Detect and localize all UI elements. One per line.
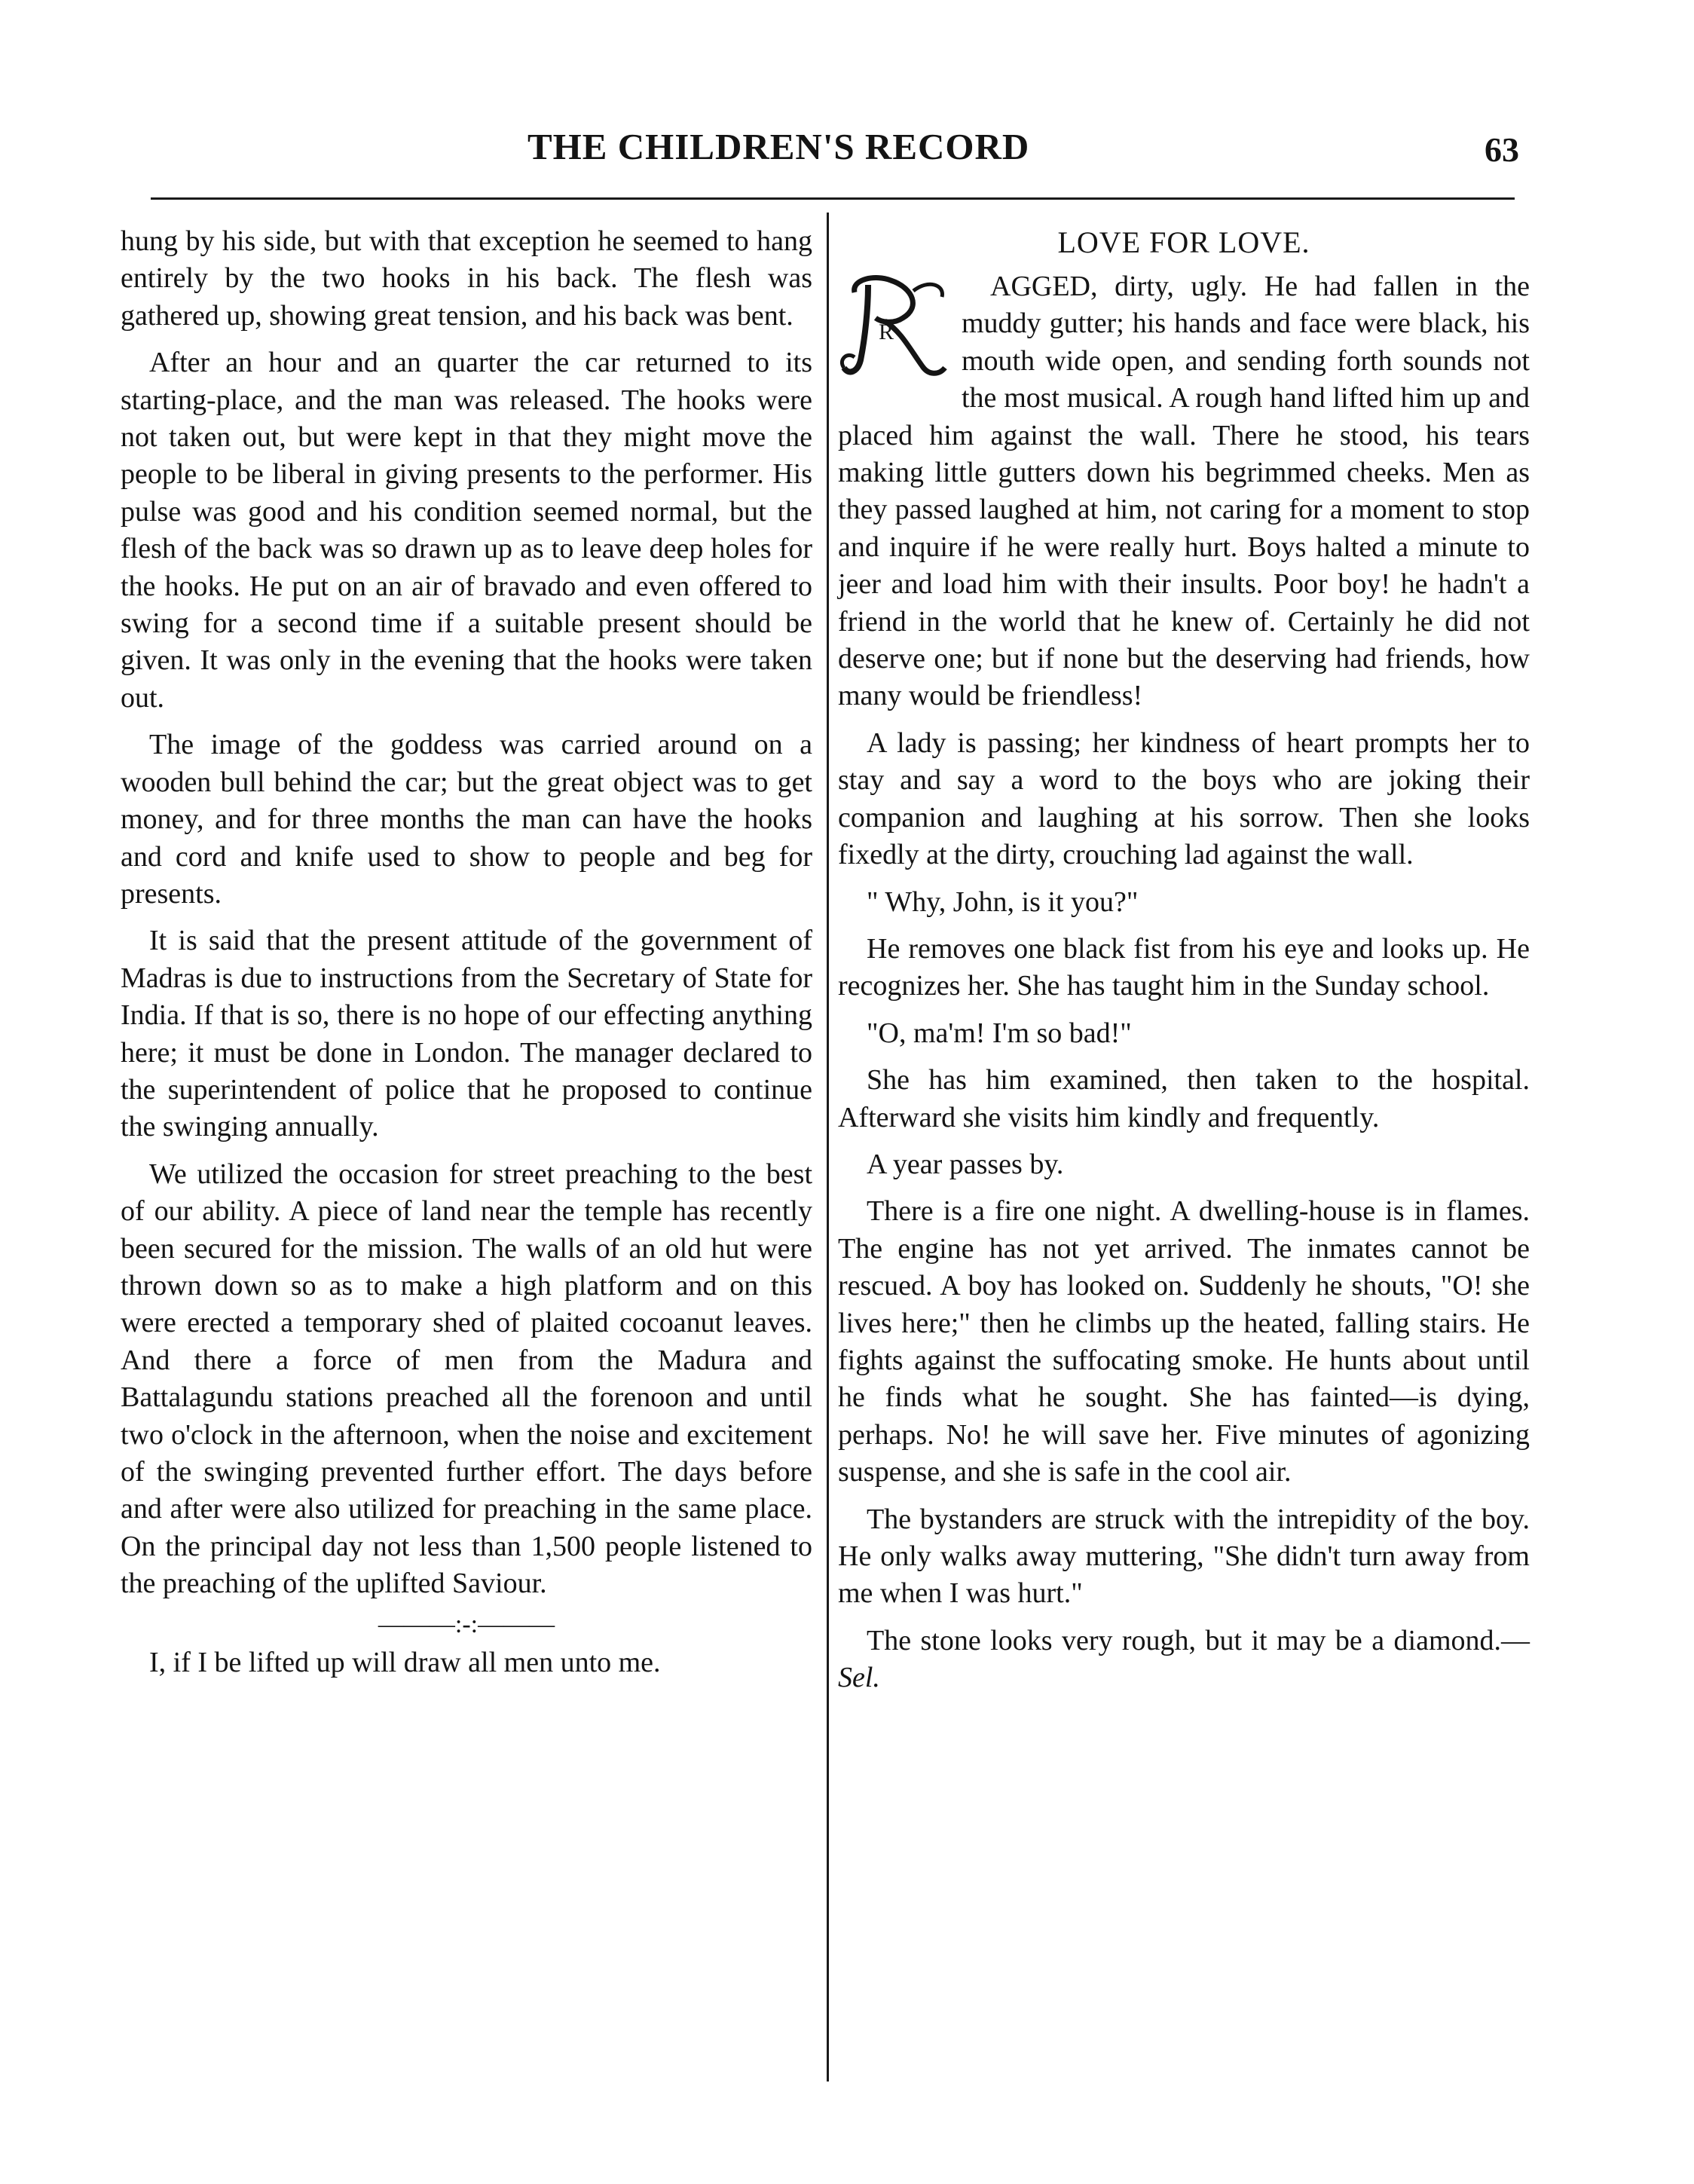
paragraph: The bystanders are struck with the intrepidity of the boy. He only walks away muttering, "She didn't turn away from me when I was hurt." (838, 1503, 1530, 1610)
paragraph: She has him examined, then taken to the hospital. Afterward she visits him kindly and frequently. (838, 1064, 1530, 1133)
ornamental-drop-cap-icon (838, 271, 951, 381)
paragraph: He removes one black fist from his eye and looks up. He recognizes her. She has taught him in the Sunday school. (838, 932, 1530, 1002)
paragraph: We utilized the occasion for street preaching to the best of our ability. A piece of land near the temple has recently been secured for the mission. The walls of an old hut were thrown down so as to make a high platform and on this were erected a temporary shed of plaited cocoanut leaves. And there a force of men from the Madura and Battalagundu stations preached all the forenoon and until two o'clock in the afternoon, when the noise and excitement of the swinging prevented further effort. The days before and after were also utilized for preaching in the same place. On the principal day not less than 1,500 people listened to the preaching of the uplifted Saviour. (121, 1158, 812, 1600)
section-separator: ———:-:——— (378, 1610, 555, 1638)
right-column (838, 223, 1530, 1697)
signature: Sel. (838, 1662, 880, 1694)
column-divider (827, 213, 829, 2082)
page-number: 63 (1485, 130, 1519, 169)
drop-cap-letter: R (879, 320, 894, 344)
closing-verse: I, if I be lifted up will draw all men unto me. (149, 1647, 661, 1679)
paragraph: The image of the goddess was carried around on a wooden bull behind the car; but the great object was to get money, and for three months the man can have the hooks and cord and knife used to show to people and beg for presents. (121, 729, 812, 910)
paragraph: hung by his side, but with that exception he seemed to hang entirely by the two hooks in his back. The flesh was gathered up, showing great tension, and his back was bent. (121, 225, 812, 332)
paragraph: A lady is passing; her kindness of heart prompts her to stay and say a word to the boys who are joking their companion and laughing at his sorrow. Then she looks fixedly at the dirty, crouching lad against the wall. (838, 726, 1530, 871)
paragraph: After an hour and an quarter the car returned to its starting-place, and the man was released. The hooks were not taken out, but were kept in that they might move the people to be liberal in giving presents to the performer. His pulse was good and his condition seemed normal, but the flesh of the back was so drawn up as to leave deep holes for the hooks. He put on an air of bravado and even offered to swing for a second time if a suitable present should be given. It was only in the evening that the hooks were taken out. (121, 347, 812, 714)
paragraph: There is a fire one night. A dwelling-house is in flames. The engine has not yet arrived. The inmates cannot be rescued. A boy has looked on. Suddenly he shouts, "O! she lives here;" then he climbs up the heated, falling stairs. He fights against the suffocating smoke. He hunts about until he finds what he sought. She has fainted—is dying, perhaps. No! he will save her. Five minutes of agonizing suspense, and she is safe in the cool air. (838, 1195, 1530, 1488)
paragraph (838, 1623, 1530, 1697)
paragraph: "O, ma'm! I'm so bad!" (867, 1017, 1132, 1049)
left-column (121, 223, 812, 1681)
paragraph (838, 268, 1530, 715)
header-rule (151, 197, 1515, 200)
article-title: LOVE FOR LOVE. (1057, 225, 1310, 259)
paragraph-text: The stone looks very rough, but it may be a diamond.— (867, 1624, 1530, 1656)
paragraph: " Why, John, is it you?" (867, 886, 1139, 918)
paragraph: A year passes by. (867, 1148, 1064, 1180)
paragraph-text: AGGED, dirty, ugly. He had fallen in the muddy gutter; his hands and face were black, his mouth wide open, and sending forth sounds not the most musical. A rough hand lifted him up and placed him against the wall. There he stood, his tears making little gutters down his begrimmed cheeks. Men as they passed laughed at him, not caring for a moment to stop and inquire if he were really hurt. Boys halted a minute to jeer and load him with their insults. Poor boy! he hadn't a friend in the world that he knew of. Certainly he did not deserve one; but if none but the deserving had friends, how many would be friendless! (838, 271, 1530, 712)
paragraph: It is said that the present attitude of the government of Madras is due to instructions from the Secretary of State for India. If that is so, there is no hope of our effecting anything here; it must be done in London. The manager declared to the superintendent of police that he proposed to continue the swinging annually. (121, 925, 812, 1143)
page-header-title: THE CHILDREN'S RECORD (527, 126, 1030, 167)
